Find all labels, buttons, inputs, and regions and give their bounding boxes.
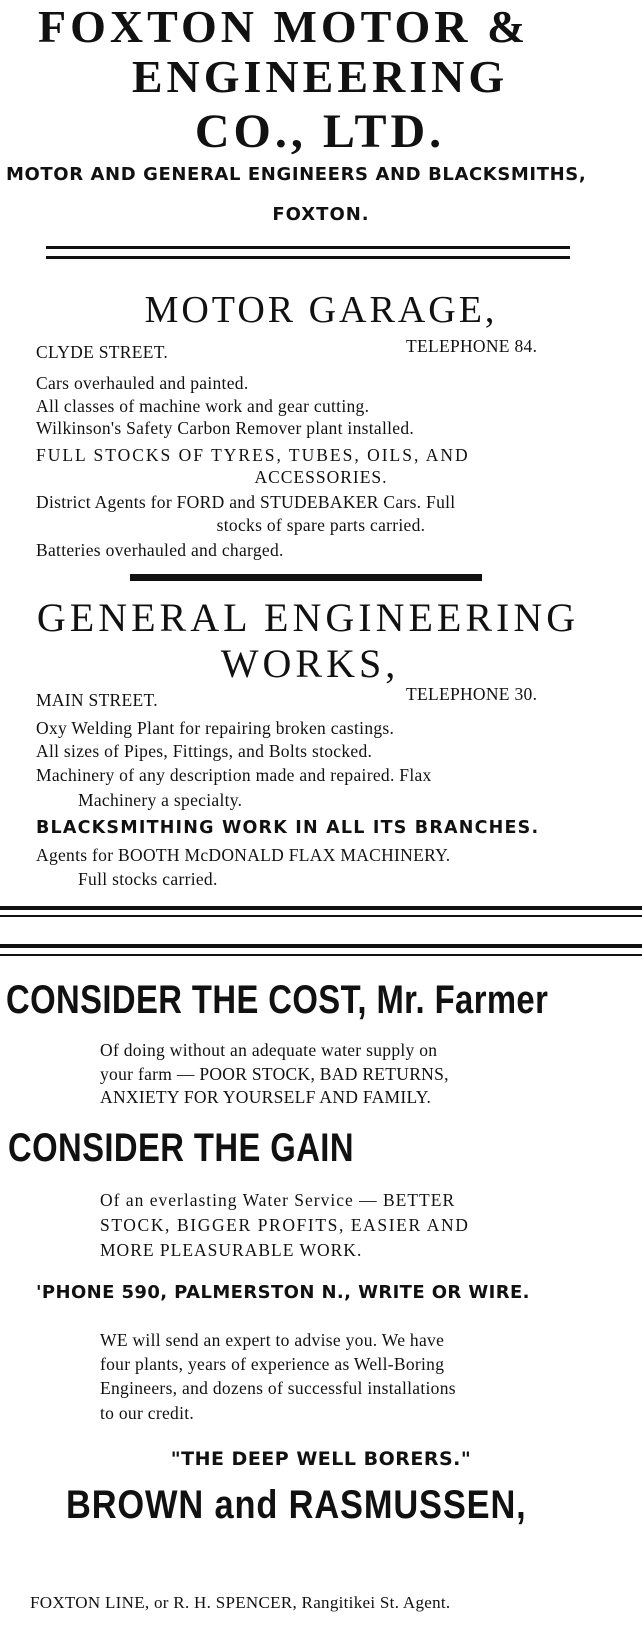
garage-line-agents: District Agents for FORD and STUDEBAKER Cars. Full xyxy=(36,492,456,512)
works-heading-line-1: GENERAL ENGINEERING xyxy=(36,595,580,640)
works-line-welding: Oxy Welding Plant for repairing broken castings. xyxy=(36,718,395,738)
garage-line-spare-parts: stocks of spare parts carried. xyxy=(216,515,426,535)
expert-line-4: to our credit. xyxy=(100,1403,195,1423)
consider-cost-heading: CONSIDER THE COST, Mr. Farmer xyxy=(6,978,549,1022)
expert-line-2: four plants, years of experience as Well-Boring xyxy=(100,1354,445,1374)
works-street: MAIN STREET. xyxy=(36,690,158,710)
garage-line-stocks: FULL STOCKS OF TYRES, TUBES, OILS, AND xyxy=(36,445,470,465)
company-title-line-2: ENGINEERING xyxy=(131,51,509,102)
page-rule-4 xyxy=(0,954,642,956)
cost-line-3: ANXIETY FOR YOURSELF AND FAMILY. xyxy=(100,1087,432,1107)
works-line-machinery: Machinery of any description made and repaired. Flax xyxy=(36,765,432,785)
cost-line-2: your farm — POOR STOCK, BAD RETURNS, xyxy=(100,1064,449,1084)
double-rule-bottom xyxy=(46,256,570,259)
gain-line-1: Of an everlasting Water Service — BETTER xyxy=(100,1190,456,1210)
page-rule-3 xyxy=(0,944,642,948)
double-rule-top xyxy=(46,246,570,249)
company-tagline: MOTOR AND GENERAL ENGINEERS AND BLACKSMITHS, xyxy=(6,164,587,185)
firm-name: BROWN and RASMUSSEN, xyxy=(66,1483,527,1527)
garage-heading: MOTOR GARAGE, xyxy=(144,289,498,331)
garage-line-carbon-remover: Wilkinson's Safety Carbon Remover plant installed. xyxy=(36,418,415,438)
works-telephone: TELEPHONE 30. xyxy=(406,684,538,704)
works-line-pipes: All sizes of Pipes, Fittings, and Bolts stocked. xyxy=(36,741,373,761)
firm-address: FOXTON LINE, or R. H. SPENCER, Rangitikei St. Agent. xyxy=(30,1593,451,1612)
company-title-line-1: FOXTON MOTOR & xyxy=(38,1,530,52)
garage-line-machine-work: All classes of machine work and gear cutting. xyxy=(36,396,370,416)
works-line-blacksmithing: BLACKSMITHING WORK IN ALL ITS BRANCHES. xyxy=(36,818,540,838)
garage-telephone: TELEPHONE 84. xyxy=(406,336,538,356)
page-rule-2 xyxy=(0,915,642,917)
consider-gain-heading: CONSIDER THE GAIN xyxy=(8,1126,354,1170)
page-rule-1 xyxy=(0,906,642,910)
works-heading-line-2: WORKS, xyxy=(220,641,400,686)
works-line-booth-agents: Agents for BOOTH McDONALD FLAX MACHINERY. xyxy=(36,845,451,865)
garage-line-cars: Cars overhauled and painted. xyxy=(36,373,249,393)
works-line-flax-specialty: Machinery a specialty. xyxy=(78,790,243,810)
section-divider xyxy=(130,574,482,581)
garage-line-batteries: Batteries overhauled and charged. xyxy=(36,540,284,560)
garage-street: CLYDE STREET. xyxy=(36,342,169,362)
company-town: FOXTON. xyxy=(272,204,370,225)
works-line-full-stocks: Full stocks carried. xyxy=(78,869,218,889)
phone-line: 'PHONE 590, PALMERSTON N., WRITE OR WIRE. xyxy=(36,1282,530,1303)
gain-line-3: MORE PLEASURABLE WORK. xyxy=(100,1240,363,1260)
expert-line-3: Engineers, and dozens of successful installations xyxy=(100,1378,456,1398)
garage-line-accessories: ACCESSORIES. xyxy=(254,467,388,487)
cost-line-1: Of doing without an adequate water supply on xyxy=(100,1040,438,1060)
company-title-line-3: CO., LTD. xyxy=(194,105,446,158)
slogan: "THE DEEP WELL BORERS." xyxy=(170,1448,472,1470)
expert-line-1: WE will send an expert to advise you. We have xyxy=(100,1330,445,1350)
gain-line-2: STOCK, BIGGER PROFITS, EASIER AND xyxy=(100,1215,470,1235)
